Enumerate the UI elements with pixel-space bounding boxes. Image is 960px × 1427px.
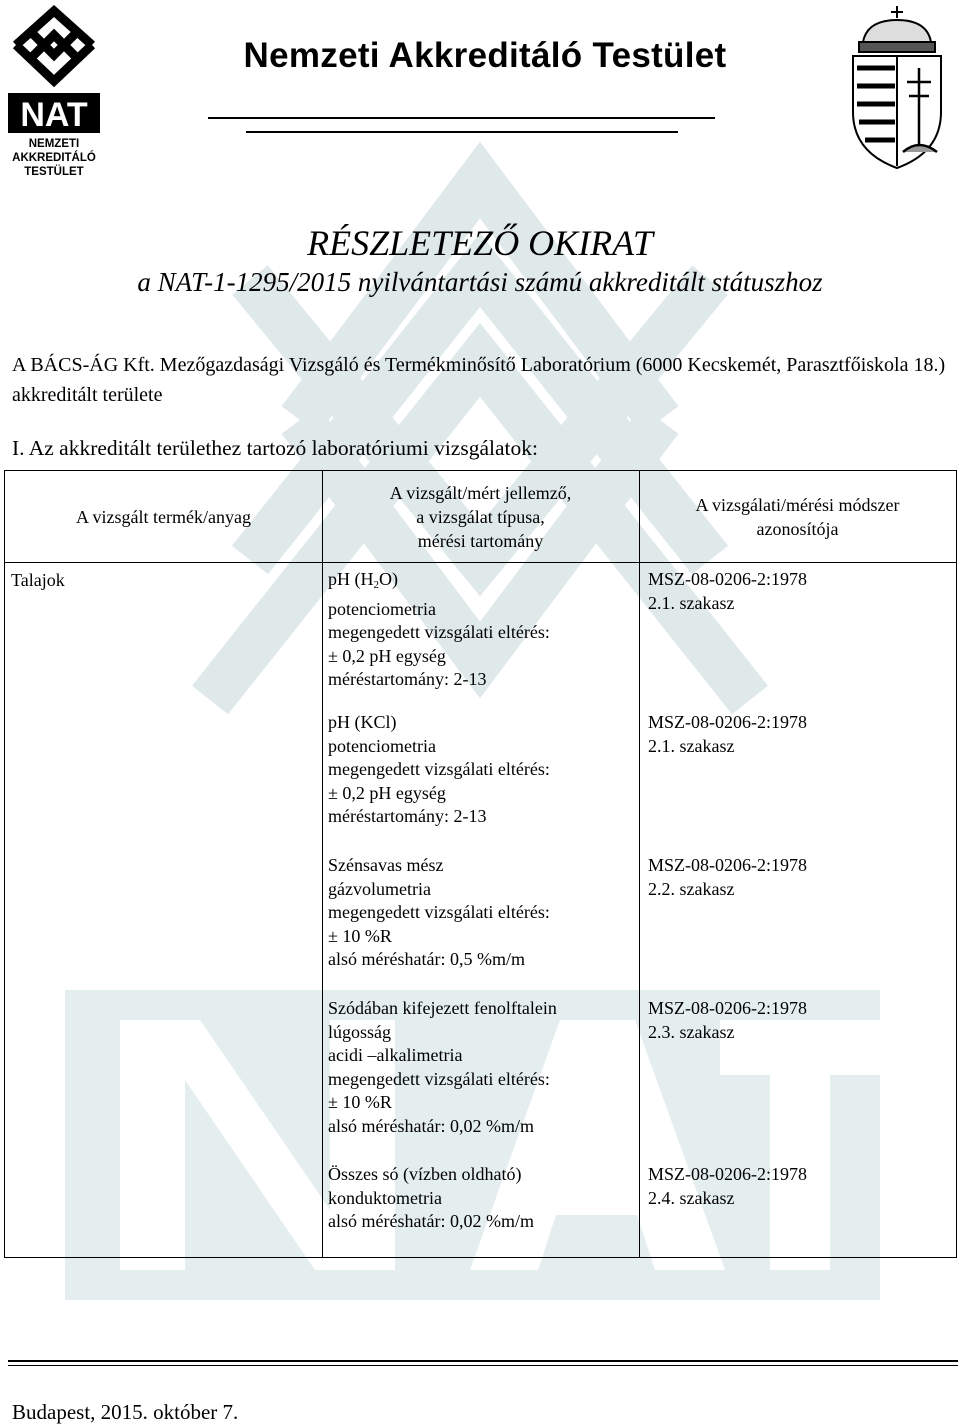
characteristic-line: méréstartomány: 2-13 bbox=[328, 669, 487, 689]
logo-mark-text: NAT bbox=[20, 96, 88, 134]
header-rule-lower bbox=[246, 131, 678, 133]
issue-date: Budapest, 2015. október 7. bbox=[12, 1400, 239, 1424]
nat-logo bbox=[4, 5, 104, 177]
characteristic-line: méréstartomány: 2-13 bbox=[328, 806, 487, 826]
method-clause: 2.3. szakasz bbox=[648, 1021, 735, 1042]
header-characteristic-line3: mérési tartomány bbox=[417, 530, 544, 551]
method-clause: 2.1. szakasz bbox=[648, 592, 735, 613]
characteristic-line: pH $(H_2O)$ bbox=[328, 569, 398, 591]
header-method bbox=[639, 471, 956, 562]
characteristic-line: ± 0,2 pH egység bbox=[328, 645, 446, 666]
characteristic-line: acidi –alkalimetria bbox=[328, 1045, 463, 1065]
characteristic-item bbox=[328, 1163, 534, 1234]
organization-title: Nemzeti Akkreditáló Testület bbox=[243, 36, 727, 75]
header-characteristic-line1: A vizsgált/mért jellemző, bbox=[389, 482, 572, 503]
header-characteristic-line2: a vizsgálat típusa, bbox=[416, 506, 545, 527]
method-clause: 2.2. szakasz bbox=[648, 878, 735, 899]
characteristic-line: megengedett vizsgálati eltérés: bbox=[328, 1068, 550, 1089]
header-method-line1: A vizsgálati/mérési módszer bbox=[695, 494, 900, 515]
laboratory-description: A BÁCS-ÁG Kft. Mezőgazdasági Vizsgáló és Termékminősítő Laboratórium (6000 Kecskemét, Parasztfőiskola 18.) akkreditált területe bbox=[12, 354, 946, 406]
characteristic-line: konduktometria bbox=[328, 1187, 442, 1208]
characteristic-line: megengedett vizsgálati eltérés: bbox=[328, 622, 550, 642]
logo-text-line3: TESTÜLET bbox=[24, 166, 84, 177]
document-title: RÉSZLETEZŐ OKIRAT bbox=[307, 223, 653, 263]
accreditation-table bbox=[4, 470, 957, 1258]
method-standard: MSZ-08-0206-2:1978 bbox=[648, 998, 807, 1018]
header-rule-upper bbox=[208, 117, 715, 119]
document-subtitle: a NAT-1-1295/2015 nyilvántartási számú akkreditált státuszhoz bbox=[137, 267, 823, 297]
header-divider bbox=[5, 562, 956, 563]
method-item bbox=[648, 1163, 807, 1210]
method-standard: MSZ-08-0206-2:1978 bbox=[648, 1164, 807, 1184]
method-standard: MSZ-08-0206-2:1978 bbox=[648, 712, 807, 732]
characteristic-line: ± 10 %R bbox=[328, 925, 392, 946]
column-divider bbox=[322, 471, 323, 1257]
header-product-label: A vizsgált termék/anyag bbox=[76, 506, 251, 527]
method-item bbox=[648, 711, 807, 758]
characteristic-item bbox=[328, 711, 550, 829]
characteristic-line: lúgosság bbox=[328, 1021, 391, 1042]
section-heading: I. Az akkreditált területhez tartozó laboratóriumi vizsgálatok: bbox=[12, 436, 538, 460]
footer-rule-thin bbox=[8, 1365, 958, 1366]
characteristic-line: potenciometria bbox=[328, 735, 436, 756]
method-item bbox=[648, 997, 807, 1044]
method-standard: MSZ-08-0206-2:1978 bbox=[648, 855, 807, 875]
characteristic-line: megengedett vizsgálati eltérés: bbox=[328, 902, 550, 922]
characteristic-line: ± 0,2 pH egység bbox=[328, 782, 446, 803]
method-item bbox=[648, 854, 807, 901]
coat-of-arms-icon bbox=[843, 2, 951, 172]
characteristic-item bbox=[328, 568, 550, 692]
header-characteristic bbox=[322, 471, 639, 562]
characteristic-line: alsó méréshatár: 0,02 %m/m bbox=[328, 1211, 534, 1231]
header-method-line2: azonosítója bbox=[756, 518, 839, 539]
characteristic-line: Szénsavas mész bbox=[328, 855, 444, 875]
characteristic-item bbox=[328, 997, 557, 1138]
method-clause: 2.4. szakasz bbox=[648, 1187, 735, 1208]
characteristic-line: pH (KCl) bbox=[328, 712, 397, 732]
characteristic-line: megengedett vizsgálati eltérés: bbox=[328, 759, 550, 779]
characteristic-line: Szódában kifejezett fenolftalein bbox=[328, 998, 557, 1018]
characteristic-line: Összes só (vízben oldható) bbox=[328, 1164, 522, 1184]
characteristic-line: alsó méréshatár: 0,5 %m/m bbox=[328, 949, 525, 969]
product-cell: Talajok bbox=[11, 570, 65, 590]
header-product bbox=[5, 471, 322, 562]
characteristic-line: gázvolumetria bbox=[328, 878, 431, 899]
column-divider bbox=[639, 471, 640, 1257]
characteristic-line: potenciometria bbox=[328, 598, 436, 619]
method-item bbox=[648, 568, 807, 615]
characteristic-line: ± 10 %R bbox=[328, 1092, 392, 1112]
method-clause: 2.1. szakasz bbox=[648, 735, 735, 756]
method-standard: MSZ-08-0206-2:1978 bbox=[648, 569, 807, 589]
characteristic-item bbox=[328, 854, 550, 972]
characteristic-line: alsó méréshatár: 0,02 %m/m bbox=[328, 1115, 534, 1136]
logo-text-line2: AKKREDITÁLÓ bbox=[12, 152, 96, 164]
footer-rule-thick bbox=[8, 1360, 958, 1362]
logo-text-line1: NEMZETI bbox=[28, 138, 80, 150]
